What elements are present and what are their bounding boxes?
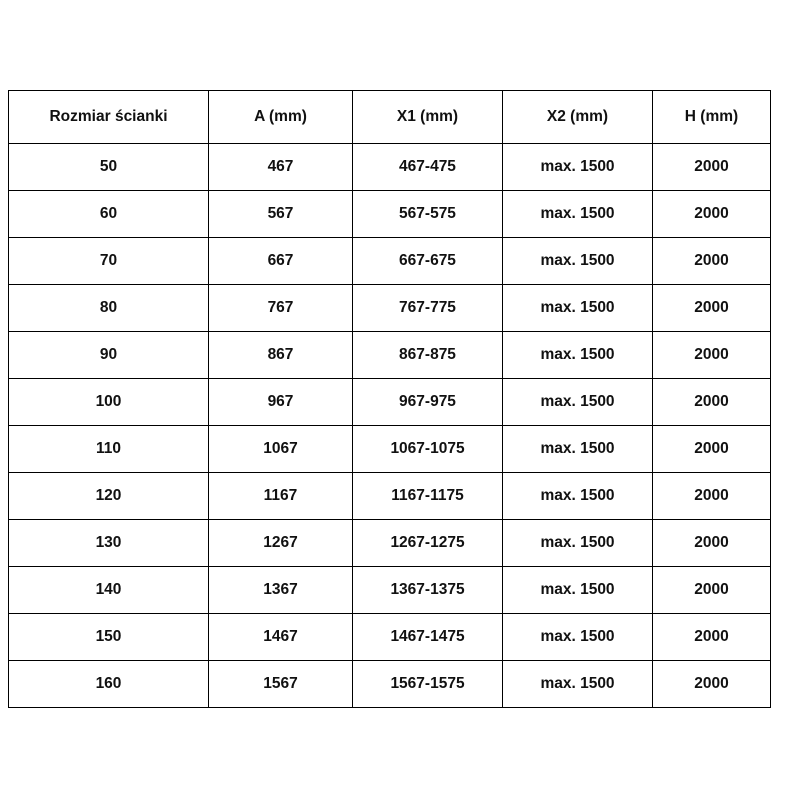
table-row xyxy=(9,238,771,285)
cell-h: 2000 xyxy=(653,426,771,473)
cell-h: 2000 xyxy=(653,144,771,191)
cell-a: 567 xyxy=(209,191,353,238)
table-row xyxy=(9,285,771,332)
cell-x1: 1267-1275 xyxy=(353,520,503,567)
cell-x2: max. 1500 xyxy=(503,520,653,567)
table-row xyxy=(9,473,771,520)
cell-h: 2000 xyxy=(653,285,771,332)
cell-x1: 1567-1575 xyxy=(353,661,503,708)
cell-size: 110 xyxy=(9,426,209,473)
cell-x2: max. 1500 xyxy=(503,191,653,238)
spec-table-container xyxy=(8,90,770,708)
cell-x1: 1367-1375 xyxy=(353,567,503,614)
cell-h: 2000 xyxy=(653,520,771,567)
table-body xyxy=(9,144,771,708)
table-header xyxy=(9,91,771,144)
cell-a: 1267 xyxy=(209,520,353,567)
cell-x2: max. 1500 xyxy=(503,567,653,614)
table-row xyxy=(9,567,771,614)
cell-a: 967 xyxy=(209,379,353,426)
cell-x1: 967-975 xyxy=(353,379,503,426)
cell-h: 2000 xyxy=(653,238,771,285)
cell-a: 867 xyxy=(209,332,353,379)
cell-size: 120 xyxy=(9,473,209,520)
cell-a: 1367 xyxy=(209,567,353,614)
cell-x1: 1167-1175 xyxy=(353,473,503,520)
cell-h: 2000 xyxy=(653,473,771,520)
column-header-a: A (mm) xyxy=(209,91,353,144)
cell-size: 50 xyxy=(9,144,209,191)
cell-x2: max. 1500 xyxy=(503,661,653,708)
cell-size: 70 xyxy=(9,238,209,285)
cell-h: 2000 xyxy=(653,661,771,708)
cell-h: 2000 xyxy=(653,614,771,661)
table-row xyxy=(9,191,771,238)
cell-x2: max. 1500 xyxy=(503,379,653,426)
cell-x2: max. 1500 xyxy=(503,332,653,379)
table-row xyxy=(9,379,771,426)
cell-h: 2000 xyxy=(653,332,771,379)
cell-x1: 1067-1075 xyxy=(353,426,503,473)
cell-x2: max. 1500 xyxy=(503,614,653,661)
cell-a: 767 xyxy=(209,285,353,332)
cell-a: 667 xyxy=(209,238,353,285)
cell-x2: max. 1500 xyxy=(503,426,653,473)
cell-size: 100 xyxy=(9,379,209,426)
cell-size: 150 xyxy=(9,614,209,661)
column-header-rozmiar-scianki: Rozmiar ścianki xyxy=(9,91,209,144)
cell-x1: 567-575 xyxy=(353,191,503,238)
cell-a: 1167 xyxy=(209,473,353,520)
cell-x1: 1467-1475 xyxy=(353,614,503,661)
cell-x1: 467-475 xyxy=(353,144,503,191)
cell-size: 160 xyxy=(9,661,209,708)
column-header-x2: X2 (mm) xyxy=(503,91,653,144)
column-header-h: H (mm) xyxy=(653,91,771,144)
cell-size: 130 xyxy=(9,520,209,567)
cell-size: 90 xyxy=(9,332,209,379)
column-header-x1: X1 (mm) xyxy=(353,91,503,144)
cell-a: 1567 xyxy=(209,661,353,708)
cell-a: 1067 xyxy=(209,426,353,473)
cell-h: 2000 xyxy=(653,191,771,238)
table-row xyxy=(9,661,771,708)
cell-h: 2000 xyxy=(653,379,771,426)
cell-size: 60 xyxy=(9,191,209,238)
table-row xyxy=(9,520,771,567)
cell-x2: max. 1500 xyxy=(503,473,653,520)
cell-x2: max. 1500 xyxy=(503,285,653,332)
cell-size: 80 xyxy=(9,285,209,332)
table-row xyxy=(9,614,771,661)
table-row xyxy=(9,144,771,191)
dimensions-table xyxy=(8,90,771,708)
cell-x2: max. 1500 xyxy=(503,144,653,191)
cell-x1: 867-875 xyxy=(353,332,503,379)
table-row xyxy=(9,332,771,379)
cell-a: 1467 xyxy=(209,614,353,661)
cell-x1: 767-775 xyxy=(353,285,503,332)
cell-size: 140 xyxy=(9,567,209,614)
table-row xyxy=(9,426,771,473)
cell-x1: 667-675 xyxy=(353,238,503,285)
cell-x2: max. 1500 xyxy=(503,238,653,285)
cell-h: 2000 xyxy=(653,567,771,614)
table-header-row xyxy=(9,91,771,144)
cell-a: 467 xyxy=(209,144,353,191)
